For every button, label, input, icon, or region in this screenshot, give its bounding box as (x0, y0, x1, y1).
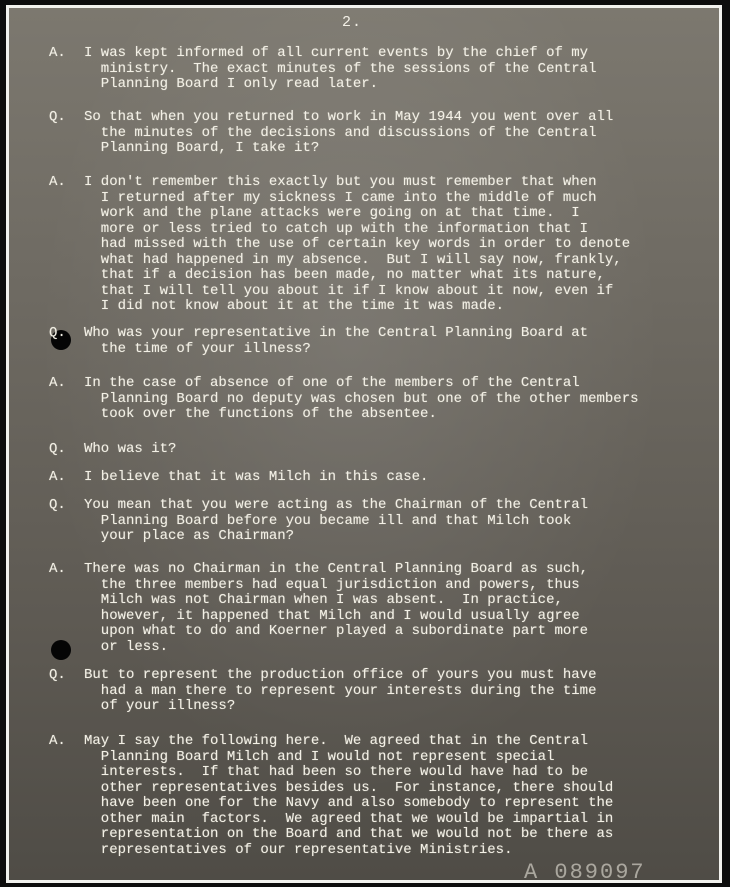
text-line: Who was it? (84, 441, 177, 457)
text-line: In the case of absence of one of the members of the Central (84, 375, 580, 391)
page-number: 2. (342, 14, 363, 31)
text-line: that I will tell you about it if I know about it now, even if (84, 282, 614, 299)
text-line: Planning Board before you became ill and that Milch took (84, 512, 572, 529)
entry-text (84, 668, 596, 715)
text-line: interests. If that had been so there would have had to be (84, 764, 589, 780)
text-line: the time of your illness? (84, 340, 311, 357)
text-line: other representatives besides us. For instance, there should (84, 779, 614, 796)
text-line: Who was your representative in the Central Planning Board at (84, 325, 589, 341)
text-line: So that when you returned to work in May 1944 you went over all (84, 109, 614, 125)
text-line: representatives of our representative Ministries. (84, 841, 513, 858)
text-line: other main factors. We agreed that we would be impartial in (84, 810, 614, 827)
text-line: But to represent the production office of yours you must have (84, 667, 597, 683)
text-line: upon what to do and Koerner played a subordinate part more (84, 623, 589, 639)
text-line: Planning Board, I take it? (84, 140, 320, 156)
entry-text (84, 175, 630, 315)
entry-text (84, 562, 588, 655)
speaker-label: Q. (49, 441, 66, 457)
entry-text (84, 110, 613, 157)
text-line: had missed with the use of certain key words in order to denote (84, 236, 631, 252)
text-line: or less. (84, 638, 169, 655)
text-line: Planning Board Milch and I would not represent special (84, 748, 555, 765)
punch-hole-lower (51, 640, 71, 660)
entry-text (84, 46, 596, 93)
speaker-label: A. (49, 45, 66, 61)
speaker-label: Q. (49, 325, 66, 341)
speaker-label: Q. (49, 497, 66, 513)
text-line: I believe that it was Milch in this case. (84, 469, 429, 485)
text-line: however, it happened that Milch and I would usually agree (84, 607, 580, 624)
text-line: the three members had equal jurisdiction and powers, thus (84, 576, 580, 593)
text-line: There was no Chairman in the Central Planning Board as such, (84, 561, 589, 577)
text-line: May I say the following here. We agreed that in the Central (84, 733, 589, 749)
text-line: Milch was not Chairman when I was absent. In practice, (84, 592, 563, 608)
text-line: Planning Board no deputy was chosen but one of the other members (84, 390, 639, 407)
speaker-label: A. (49, 469, 66, 485)
speaker-label: Q. (49, 109, 66, 125)
entry-text (84, 326, 588, 357)
text-line: I was kept informed of all current events by the chief of my (84, 45, 589, 61)
text-line: of your illness? (84, 698, 236, 714)
entry-text (84, 376, 639, 423)
text-line: work and the plane attacks were going on at that time. I (84, 205, 580, 221)
text-line: ministry. The exact minutes of the sessions of the Central (84, 60, 597, 77)
document-stamp-number: A 089097 (524, 860, 646, 883)
entry-text (84, 498, 588, 545)
text-line: representation on the Board and that we would not be there as (84, 826, 614, 842)
speaker-label: A. (49, 174, 66, 190)
text-line: I returned after my sickness I came into the middle of much (84, 189, 597, 206)
entry-text (84, 442, 176, 458)
text-line: had a man there to represent your interests during the time (84, 682, 597, 699)
text-line: the minutes of the decisions and discussions of the Central (84, 124, 597, 141)
entry-text (84, 734, 613, 858)
text-line: your place as Chairman? (84, 528, 295, 544)
text-line: what had happened in my absence. But I will say now, frankly, (84, 251, 622, 268)
text-line: You mean that you were acting as the Chairman of the Central (84, 497, 589, 513)
speaker-label: A. (49, 733, 66, 749)
speaker-label: Q. (49, 667, 66, 683)
text-line: took over the functions of the absentee. (84, 406, 437, 422)
text-line: that if a decision has been made, no matter what its nature, (84, 267, 605, 283)
document-photo (6, 5, 722, 883)
text-line: more or less tried to catch up with the information that I (84, 220, 589, 237)
speaker-label: A. (49, 561, 66, 577)
text-line: I did not know about it at the time it was made. (84, 298, 505, 314)
text-line: Planning Board I only read later. (84, 76, 379, 92)
speaker-label: A. (49, 375, 66, 391)
text-line: have been one for the Navy and also somebody to represent the (84, 795, 614, 811)
entry-text (84, 470, 428, 486)
text-line: I don't remember this exactly but you must remember that when (84, 174, 597, 190)
